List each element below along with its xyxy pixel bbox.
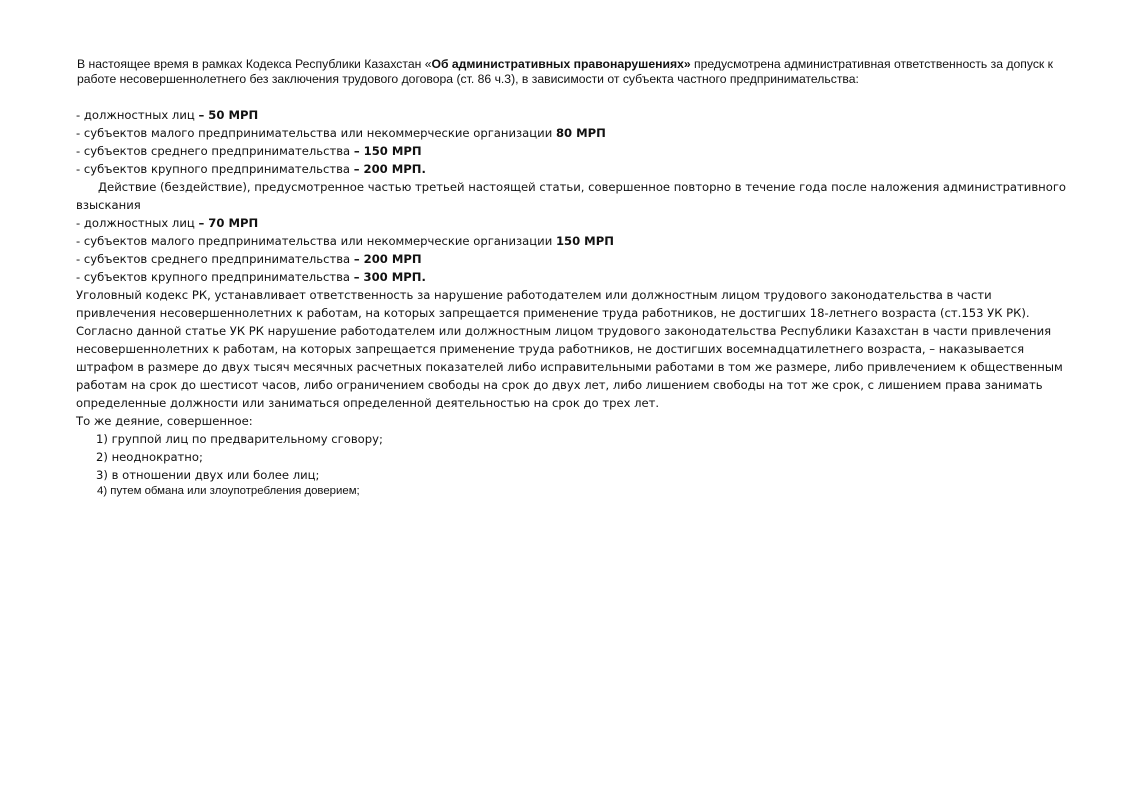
repeat-penalties-list	[76, 214, 1066, 286]
list-item: - должностных лиц – 50 МРП	[76, 108, 259, 122]
list-item: - субъектов среднего предпринимательства – 200 МРП	[76, 252, 422, 266]
penalty-amount: – 150 МРП	[353, 144, 422, 158]
penalty-amount: – 200 МРП.	[353, 162, 426, 176]
penalty-amount: 80 МРП	[555, 126, 606, 140]
same-act-list	[76, 430, 1066, 498]
list-item: 2) неоднократно;	[96, 450, 203, 464]
intro-paragraph	[77, 57, 1067, 87]
list-item: - субъектов среднего предпринимательства – 150 МРП	[76, 144, 422, 158]
penalty-amount: – 200 МРП	[353, 252, 422, 266]
intro-prefix: В настоящее время в рамках Кодекса Республики Казахстан «	[77, 57, 432, 71]
penalty-amount: 150 МРП	[555, 234, 614, 248]
list-item: 3) в отношении двух или более лиц;	[96, 468, 320, 482]
article-paragraph: Согласно данной статье УК РК нарушение работодателем или должностным лицом трудового законодательства Республики Казахстан в части привлечения несовершеннолетних к работам, на которых запрещается применение труда работников, не достигших восемнадцатилетнего возраста, – наказывается штрафом в размере до двух тысяч месячных расчетных показателей либо исправительными работами в том же размере, либо привлечением к общественным работам на срок до шестисот часов, либо ограничением свободы на срок до двух лет, либо лишением свободы на тот же срок, с лишением права занимать определенные должности или заниматься определенной деятельностью на срок до трех лет.	[76, 324, 1063, 410]
list-item: - субъектов крупного предпринимательства – 300 МРП.	[76, 270, 426, 284]
list-item: 1) группой лиц по предварительному сговору;	[96, 432, 383, 446]
list-item: - субъектов малого предпринимательства или некоммерческие организации 80 МРП	[76, 126, 606, 140]
repeat-paragraph: Действие (бездействие), предусмотренное частью третьей настоящей статьи, совершенное повторно в течение года после наложения административного взыскания	[76, 180, 1067, 212]
criminal-code-paragraph: Уголовный кодекс РК, устанавливает ответственность за нарушение работодателем или должностным лицом трудового законодательства в части привлечения несовершеннолетних к работам, на которых запрещается применение труда работников, не достигших 18-летнего возраста (ст.153 УК РК).	[76, 288, 1030, 320]
penalty-amount: – 50 МРП	[198, 108, 259, 122]
code-name: Об административных правонарушениях»	[431, 57, 691, 71]
penalty-amount: – 70 МРП	[198, 216, 259, 230]
intro-suffix: предусмотрена административная ответственность за допуск к работе несовершеннолетнего без заключения трудового договора (ст. 86 ч.3), в зависимости от субъекта частного предпринимательства:	[77, 57, 1053, 86]
document-body	[76, 106, 1066, 498]
same-act-label: То же деяние, совершенное:	[76, 414, 253, 428]
first-penalties-list	[76, 106, 1066, 178]
list-item: 4) путем обмана или злоупотребления доверием;	[97, 485, 360, 497]
list-item: - должностных лиц – 70 МРП	[76, 216, 259, 230]
list-item: - субъектов малого предпринимательства или некоммерческие организации 150 МРП	[76, 234, 614, 248]
penalty-amount: – 300 МРП.	[353, 270, 426, 284]
list-item: - субъектов крупного предпринимательства – 200 МРП.	[76, 162, 426, 176]
